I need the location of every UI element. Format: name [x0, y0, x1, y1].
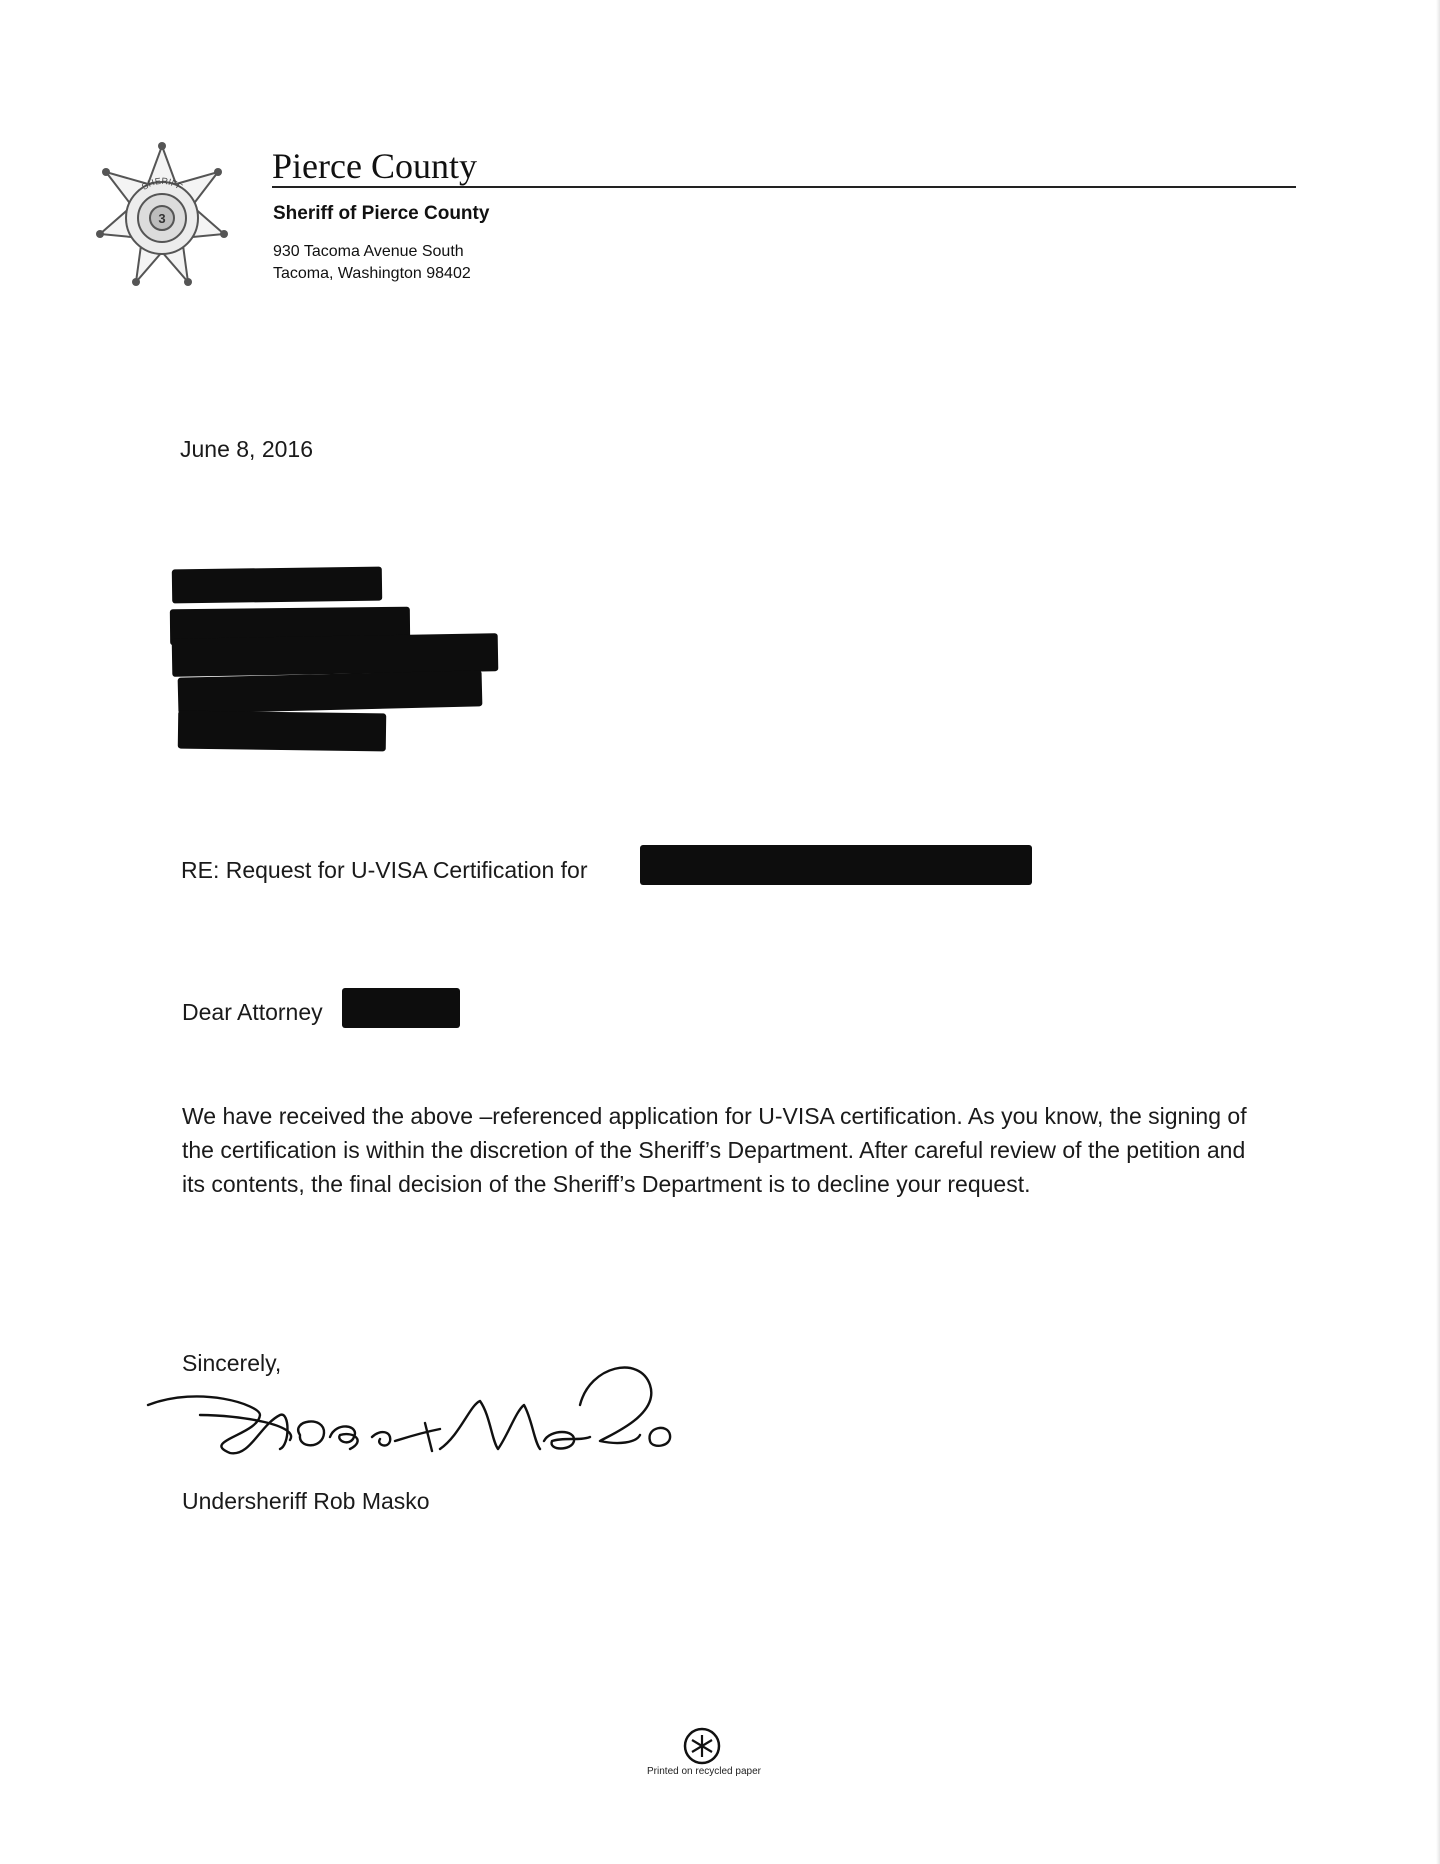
redacted-attorney-name [342, 988, 460, 1028]
redaction-bar [172, 567, 382, 604]
address-line-2: Tacoma, Washington 98402 [273, 265, 471, 282]
subject-line [181, 857, 588, 884]
county-name: Pierce County [272, 146, 477, 186]
scan-edge [1436, 0, 1440, 1864]
sheriff-star-badge-icon [92, 142, 232, 302]
salutation-text: Dear Attorney [182, 999, 323, 1025]
signature [140, 1345, 760, 1475]
body-paragraph: We have received the above –referenced application for U-VISA certification. As you know, the signing of the certification is within the discretion of the Sheriff’s Department. After careful review of the petition and its contents, the final decision of the Sheriff’s Department is to decline your request. [182, 1103, 1247, 1197]
recycle-icon [683, 1727, 721, 1765]
signer-name: Undersheriff Rob Masko [182, 1488, 430, 1514]
office-title: Sheriff of Pierce County [273, 203, 490, 224]
letter-date: June 8, 2016 [180, 436, 314, 462]
redacted-client-name [640, 845, 1032, 885]
salutation [182, 999, 323, 1026]
office-address [273, 241, 471, 285]
badge-text: SHERIFF [139, 175, 185, 192]
address-line-1: 930 Tacoma Avenue South [273, 243, 464, 260]
redaction-bar [178, 711, 387, 752]
redaction-bar [178, 670, 483, 713]
header-divider [272, 186, 1296, 188]
svg-text:3: 3 [158, 211, 166, 226]
closing: Sincerely, [182, 1350, 282, 1376]
recycled-paper-note: Printed on recycled paper [647, 1766, 761, 1777]
subject-text: RE: Request for U-VISA Certification for [181, 857, 588, 883]
